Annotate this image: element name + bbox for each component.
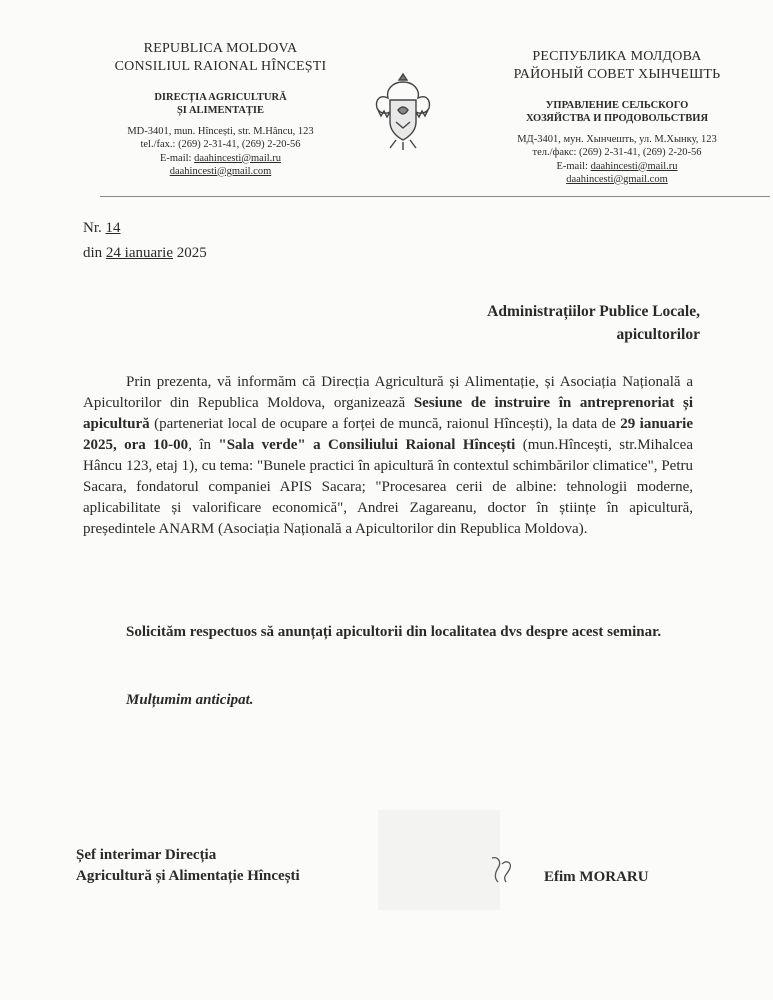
registration-number-value: 14 (105, 220, 121, 236)
council-name: CONSILIUL RAIONAL HÎNCEȘTI (114, 58, 327, 74)
phone-fax: tel./fax.: (269) 2-31-41, (269) 2-20-56 (140, 139, 301, 151)
email-link[interactable]: daahincesti@mail.ru (590, 160, 678, 172)
postal-address-ru: МД-3401, мун. Хынчешть, ул. М.Хынку, 123 (517, 134, 717, 146)
council-name-ru: РАЙОНЫЙ СОВЕТ ХЫНЧЕШТЬ (513, 66, 721, 82)
signatory-title: Șef interimar Direcția Agricultură și Alimentație Hîncești (76, 847, 300, 884)
registration-date-value: 24 ianuarie (105, 245, 173, 261)
contact-block (88, 125, 353, 178)
addressee: Administrațiilor Publice Locale, apicultorilor (487, 303, 700, 344)
department-name: DIRECȚIA AGRICULTURĂ ȘI ALIMENTAȚIE (154, 92, 287, 117)
department-name-ru: УПРАВЛЕНИЕ СЕЛЬСКОГО ХОЗЯЙСТВА И ПРОДОВОЛЬСТВИЯ (525, 100, 709, 125)
letter-body: Prin prezenta, vă informăm că Direcția Agricultură și Alimentație, și Asociația Națională a Apicultorilor din Republica Moldova, organizează Sesiune de instruire în antreprenoriat și apicultură (parteneriat local de ocupare a forței de muncă, raionul Hîncești), la data de 29 ianuarie 2025, ora 10-00, în "Sala verde" a Consiliului Raional Hîncești (mun.Hîncești, str.Mihalcea Hâncu 123, etaj 1), cu tema: "Bunele practici în apicultură în contextul schimbărilor climatice", Petru Sacara, fondatorul companiei APIS Sacara; "Procesarea cerii de albine: tehnologii moderne, aplicabilitate și valorificare economică", Andrei Zagareanu, doctor în științe în apicultură, președintele ANARM (Asociația Națională a Apicultorilor din Republica Moldova). (83, 374, 693, 537)
coat-of-arms-icon (372, 70, 434, 152)
header-divider (100, 196, 770, 197)
email-line: E-mail: daahincesti@mail.ru (159, 152, 282, 164)
email-link[interactable]: daahincesti@mail.ru (194, 152, 282, 164)
country-name-ru: РЕСПУБЛИКА МОЛДОВА (532, 49, 702, 64)
contact-block-ru (492, 133, 742, 186)
phone-fax-ru: тел./факс: (269) 2-31-41, (269) 2-20-56 (532, 147, 702, 159)
registration-number: Nr. 14 (83, 220, 121, 236)
email-line-ru: E-mail: daahincesti@mail.ru (556, 160, 678, 172)
stamp-area (378, 810, 500, 910)
handwritten-signature-icon (484, 852, 524, 888)
request-paragraph: Solicităm respectuos să anunțați apicultorii din localitatea dvs despre acest seminar. (126, 624, 662, 640)
postal-address: MD-3401, mun. Hîncești, str. M.Hâncu, 123 (127, 126, 314, 138)
closing-line: Mulțumim anticipat. (126, 692, 254, 708)
country-name: REPUBLICA MOLDOVA (143, 41, 298, 56)
header-right (492, 48, 742, 186)
registration-date: din 24 ianuarie 2025 (83, 245, 207, 261)
email-link[interactable]: daahincesti@gmail.com (169, 165, 272, 177)
signatory-name: Efim MORARU (544, 869, 649, 885)
email-link[interactable]: daahincesti@gmail.com (566, 173, 668, 185)
header-left (88, 40, 353, 178)
